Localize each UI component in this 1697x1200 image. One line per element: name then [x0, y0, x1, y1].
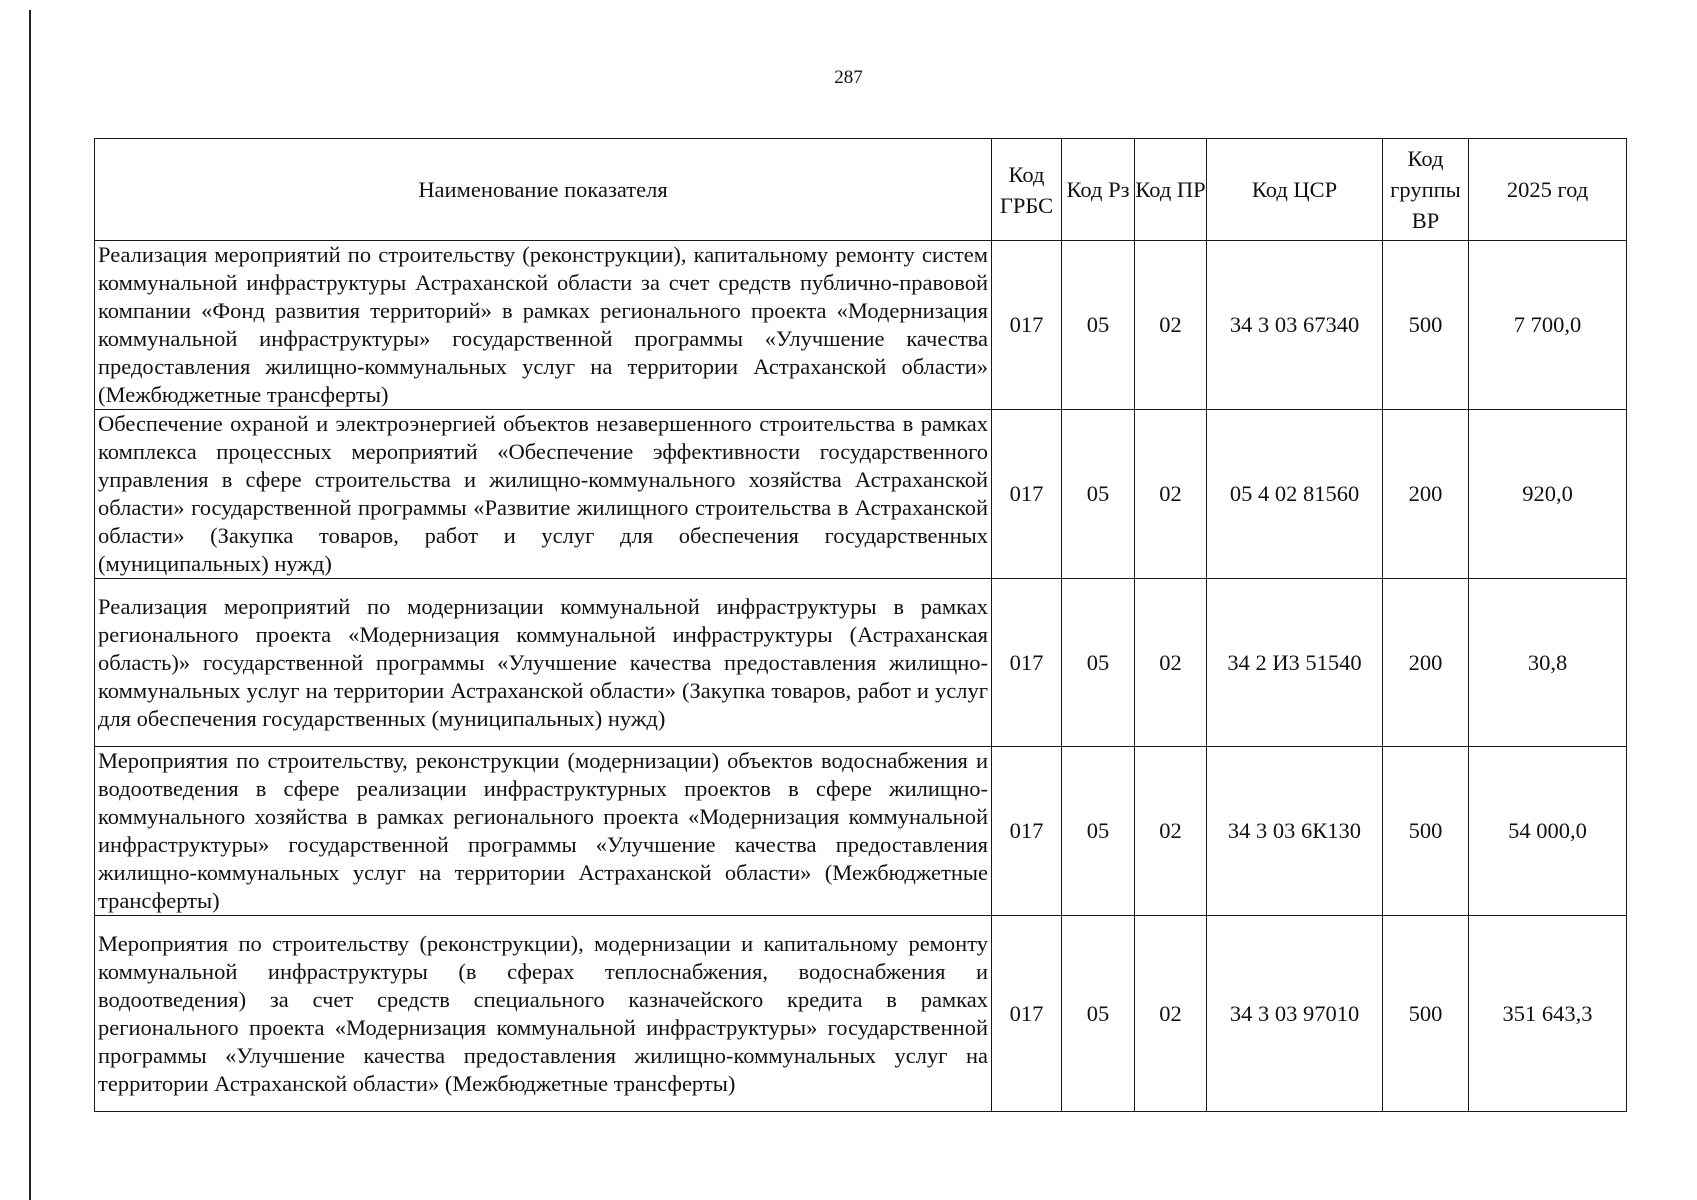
row-vr: 500 [1383, 747, 1469, 916]
row-rz: 05 [1062, 241, 1135, 410]
left-margin-line [29, 10, 31, 1200]
header-csr: Код ЦСР [1207, 139, 1383, 241]
table-row [95, 410, 1627, 579]
row-grbs: 017 [992, 747, 1062, 916]
row-name: Мероприятия по строительству (реконструкции), модернизации и капитальному ремонту коммунальной инфраструктуры (в сферах теплоснабжения, водоснабжения и водоотведения) за счет средств специального казначейского кредита в рамках регионального проекта «Модернизация коммунальной инфраструктуры» государственной программы «Улучшение качества предоставления жилищно-коммунальных услуг на территории Астраханской области» (Межбюджетные трансферты) [95, 916, 992, 1112]
row-rz: 05 [1062, 579, 1135, 747]
row-name: Реализация мероприятий по модернизации коммунальной инфраструктуры в рамках регионального проекта «Модернизация коммунальной инфраструктуры (Астраханская область)» государственной программы «Улучшение качества предоставления жилищно-коммунальных услуг на территории Астраханской области» (Закупка товаров, работ и услуг для обеспечения государственных (муниципальных) нужд) [95, 579, 992, 747]
table-row [95, 747, 1627, 916]
row-amount: 351 643,3 [1469, 916, 1627, 1112]
row-pr: 02 [1135, 916, 1207, 1112]
header-rz: Код Рз [1062, 139, 1135, 241]
row-grbs: 017 [992, 410, 1062, 579]
header-name: Наименование показателя [95, 139, 992, 241]
row-grbs: 017 [992, 579, 1062, 747]
row-vr: 500 [1383, 241, 1469, 410]
row-amount: 30,8 [1469, 579, 1627, 747]
header-year: 2025 год [1469, 139, 1627, 241]
row-grbs: 017 [992, 241, 1062, 410]
row-pr: 02 [1135, 241, 1207, 410]
row-amount: 7 700,0 [1469, 241, 1627, 410]
row-pr: 02 [1135, 747, 1207, 916]
row-rz: 05 [1062, 916, 1135, 1112]
header-vr: Код группы ВР [1383, 139, 1469, 241]
page-number: 287 [834, 67, 863, 88]
row-pr: 02 [1135, 410, 1207, 579]
row-csr: 34 3 03 67340 [1207, 241, 1383, 410]
row-csr: 34 3 03 97010 [1207, 916, 1383, 1112]
row-name: Обеспечение охраной и электроэнергией объектов незавершенного строительства в рамках комплекса процессных мероприятий «Обеспечение эффективности государственного управления в сфере строительства и жилищно-коммунального хозяйства Астраханской области» государственной программы «Развитие жилищного строительства в Астраханской области» (Закупка товаров, работ и услуг для обеспечения государственных (муниципальных) нужд) [95, 410, 992, 579]
row-rz: 05 [1062, 410, 1135, 579]
row-csr: 34 2 И3 51540 [1207, 579, 1383, 747]
row-amount: 54 000,0 [1469, 747, 1627, 916]
row-name: Мероприятия по строительству, реконструкции (модернизации) объектов водоснабжения и водоотведения в сфере реализации инфраструктурных проектов в сфере жилищно-коммунального хозяйства в рамках регионального проекта «Модернизация коммунальной инфраструктуры» государственной программы «Улучшение качества предоставления жилищно-коммунальных услуг на территории Астраханской области» (Межбюджетные трансферты) [95, 747, 992, 916]
row-grbs: 017 [992, 916, 1062, 1112]
row-rz: 05 [1062, 747, 1135, 916]
row-csr: 05 4 02 81560 [1207, 410, 1383, 579]
header-grbs: Код ГРБС [992, 139, 1062, 241]
row-csr: 34 3 03 6К130 [1207, 747, 1383, 916]
header-pr: Код ПР [1135, 139, 1207, 241]
budget-table [94, 138, 1627, 1112]
table-row [95, 916, 1627, 1112]
table-header-row [95, 139, 1627, 241]
table-row [95, 579, 1627, 747]
row-vr: 200 [1383, 579, 1469, 747]
row-vr: 500 [1383, 916, 1469, 1112]
row-name: Реализация мероприятий по строительству (реконструкции), капитальному ремонту систем коммунальной инфраструктуры Астраханской области за счет средств публично-правовой компании «Фонд развития территорий» в рамках регионального проекта «Модернизация коммунальной инфраструктуры» государственной программы «Улучшение качества предоставления жилищно-коммунальных услуг на территории Астраханской области» (Межбюджетные трансферты) [95, 241, 992, 410]
row-pr: 02 [1135, 579, 1207, 747]
row-vr: 200 [1383, 410, 1469, 579]
table-row [95, 241, 1627, 410]
row-amount: 920,0 [1469, 410, 1627, 579]
